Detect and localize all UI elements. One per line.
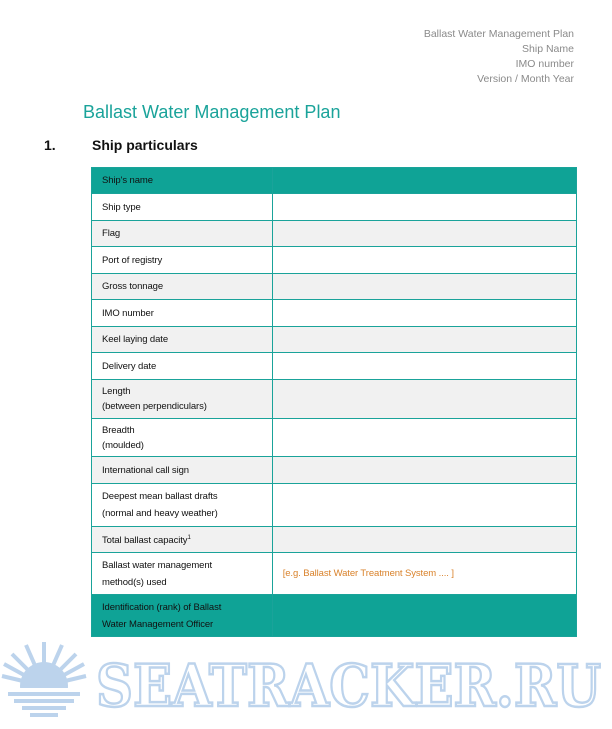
row-label: Delivery date — [92, 353, 273, 380]
row-label: Total ballast capacity$^1$ — [92, 527, 273, 553]
sun-icon — [2, 642, 86, 717]
table-row — [92, 353, 577, 380]
section-heading — [44, 137, 198, 153]
row-label: Deepest mean ballast drafts (normal and heavy weather) — [92, 484, 273, 527]
row-label: Keel laying date — [92, 327, 273, 353]
row-label: IMO number — [92, 300, 273, 327]
row-label: Identification (rank) of Ballast Water Management Officer — [92, 595, 273, 637]
header-ship-name: Ship Name — [522, 43, 574, 55]
row-label: Ballast water management method(s) used — [92, 553, 273, 595]
table-row — [92, 300, 577, 327]
header-version: Version / Month Year — [477, 73, 574, 85]
row-value[interactable] — [272, 194, 576, 221]
table-row — [92, 168, 577, 194]
row-label: International call sign — [92, 457, 273, 484]
row-label: Flag — [92, 221, 273, 247]
row-label: Port of registry — [92, 247, 273, 274]
header-plan-title: Ballast Water Management Plan — [423, 28, 574, 40]
row-value[interactable] — [272, 247, 576, 274]
table-row — [92, 247, 577, 274]
table-row — [92, 221, 577, 247]
footnote-marker: 1 — [187, 534, 191, 541]
row-value[interactable] — [272, 353, 576, 380]
table-row — [92, 457, 577, 484]
section-number: 1. — [44, 137, 56, 153]
row-label: Gross tonnage — [92, 274, 273, 300]
running-header — [424, 27, 574, 87]
table-row — [92, 274, 577, 300]
row-value[interactable] — [272, 300, 576, 327]
watermark-text: SEATRACKER.RU — [96, 652, 601, 720]
row-value[interactable] — [272, 527, 576, 553]
watermark — [0, 640, 612, 729]
row-value[interactable] — [272, 221, 576, 247]
table-row — [92, 380, 577, 419]
row-label: Ship's name — [92, 168, 273, 194]
table-row — [92, 327, 577, 353]
row-value[interactable] — [272, 457, 576, 484]
row-value[interactable] — [272, 484, 576, 527]
row-label: Breadth (moulded) — [92, 419, 273, 457]
row-value[interactable] — [272, 595, 576, 637]
placeholder-text: [e.g. Ballast Water Treatment System .... ] — [282, 568, 454, 579]
table-row — [92, 194, 577, 221]
row-label: Length (between perpendiculars) — [92, 380, 273, 419]
table-row — [92, 553, 577, 595]
row-value[interactable] — [272, 380, 576, 419]
row-value[interactable] — [272, 168, 576, 194]
row-value[interactable] — [272, 274, 576, 300]
section-title: Ship particulars — [92, 137, 198, 153]
ship-particulars-table — [91, 167, 577, 637]
table-row — [92, 484, 577, 527]
document-title: Ballast Water Management Plan — [83, 102, 341, 122]
header-imo-number: IMO number — [515, 58, 574, 70]
table-row — [92, 595, 577, 637]
table-row — [92, 527, 577, 553]
row-value[interactable] — [272, 419, 576, 457]
table-row — [92, 419, 577, 457]
row-value[interactable] — [272, 327, 576, 353]
row-value[interactable] — [272, 553, 576, 595]
row-label: Ship type — [92, 194, 273, 221]
